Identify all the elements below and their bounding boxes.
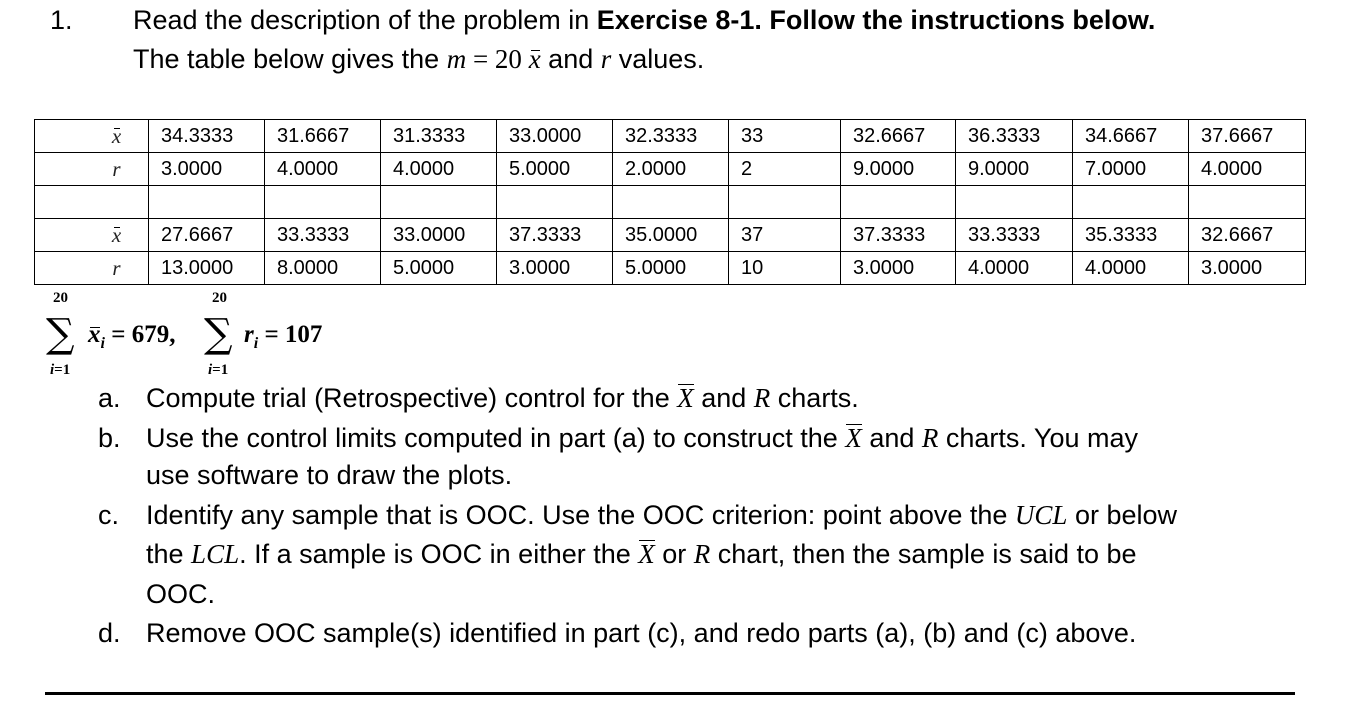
table-cell: 34.6667 [1073, 120, 1189, 153]
instruction-text: use software to draw the plots. [146, 460, 513, 490]
instruction-letter: d. [98, 618, 121, 648]
table-cell: 7.0000 [1073, 153, 1189, 186]
table-cell: 3.0000 [149, 153, 265, 186]
table-cell-empty [613, 186, 729, 219]
table-cell: 2.0000 [613, 153, 729, 186]
table-cell: 13.0000 [149, 252, 265, 285]
table-cell: 4.0000 [381, 153, 497, 186]
xbar-symbol: x [111, 123, 122, 148]
table-cell-empty [1073, 186, 1189, 219]
math-xbar: X [845, 423, 862, 453]
instruction-letter: a. [98, 383, 121, 413]
table-cell: 33.0000 [381, 219, 497, 252]
r-term: r [244, 321, 254, 348]
table-cell: 33.3333 [265, 219, 381, 252]
text: chart, then the sample is said to be [710, 539, 1137, 569]
instruction-text [146, 500, 1177, 531]
table-cell-empty [1189, 186, 1306, 219]
lower-var: i [50, 362, 55, 378]
xbar-symbol: x [111, 222, 122, 247]
r-sum-value: = 107 [258, 321, 323, 348]
table-cell: 34.3333 [149, 120, 265, 153]
text: and [861, 423, 922, 453]
text: Identify any sample that is OOC. Use the OOC criterion: point above the [146, 500, 1015, 530]
table-cell: 4.0000 [1189, 153, 1306, 186]
instruction-text [146, 539, 1137, 570]
table-cell-empty [729, 186, 841, 219]
text: and [693, 383, 754, 413]
summation-formula [34, 290, 434, 380]
table-cell-empty [956, 186, 1073, 219]
table-cell: 3.0000 [497, 252, 613, 285]
sum2-lower-limit [208, 362, 228, 379]
table-cell-empty [35, 186, 149, 219]
instruction-text: Remove OOC sample(s) identified in part (c), and redo parts (a), (b) and (c) above. [146, 618, 1137, 648]
table-cell-empty [841, 186, 956, 219]
intro-text: and [540, 44, 601, 74]
table-cell: 4.0000 [956, 252, 1073, 285]
table-cell-empty [265, 186, 381, 219]
table-cell-empty [497, 186, 613, 219]
sum1-lower-limit [50, 362, 70, 379]
table-cell: 33 [729, 120, 841, 153]
math-eq: = 20 [466, 44, 529, 74]
sum1-upper-limit: 20 [53, 290, 68, 306]
table-cell: 35.3333 [1073, 219, 1189, 252]
exercise-reference: Exercise 8-1. Follow the instructions below. [596, 5, 1156, 35]
text: or [654, 539, 694, 569]
math-xbar: x [528, 44, 541, 74]
intro-text: The table below gives the [133, 44, 447, 74]
math-xbar: X [677, 383, 694, 413]
intro-text: values. [611, 44, 705, 74]
table-row-r-2 [35, 252, 1306, 285]
row-label-r: r [35, 153, 149, 186]
table-cell: 32.6667 [1189, 219, 1306, 252]
row-label-xbar [35, 120, 149, 153]
table-cell: 32.3333 [613, 120, 729, 153]
table-cell: 32.6667 [841, 120, 956, 153]
lower-var: i [208, 362, 213, 378]
sum1-sigma-icon: ∑ [46, 311, 75, 357]
math-r: R [693, 539, 711, 569]
table-cell: 37.6667 [1189, 120, 1306, 153]
instruction-text [146, 423, 1138, 454]
math-r: R [753, 383, 771, 413]
table-cell: 5.0000 [381, 252, 497, 285]
table-cell: 31.6667 [265, 120, 381, 153]
table-cell: 8.0000 [265, 252, 381, 285]
table-cell-empty [149, 186, 265, 219]
sum2-expression [244, 321, 322, 353]
xbar-sum-value: = 679, [104, 321, 176, 348]
table-cell-empty [381, 186, 497, 219]
lower-val: =1 [212, 362, 229, 378]
instruction-text: OOC. [146, 579, 216, 609]
table-cell: 2 [729, 153, 841, 186]
table-cell: 33.0000 [497, 120, 613, 153]
math-r: r [600, 44, 612, 74]
math-xbar: X [638, 539, 655, 569]
text: Compute trial (Retrospective) control for the [146, 383, 678, 413]
text: Use the control limits computed in part (a) to construct the [146, 423, 846, 453]
table-cell: 5.0000 [497, 153, 613, 186]
table-cell: 5.0000 [613, 252, 729, 285]
table-cell: 27.6667 [149, 219, 265, 252]
table-cell: 37 [729, 219, 841, 252]
table-row-r-1 [35, 153, 1306, 186]
math-r: R [921, 423, 939, 453]
table-cell: 33.3333 [956, 219, 1073, 252]
table-cell: 3.0000 [841, 252, 956, 285]
math-lcl: LCL [191, 539, 240, 569]
table-cell: 36.3333 [956, 120, 1073, 153]
table-cell: 9.0000 [956, 153, 1073, 186]
text: charts. You may [938, 423, 1138, 453]
sample-data-table [34, 119, 1306, 285]
xbar-term: x [88, 321, 101, 348]
intro-text: Read the description of the problem in [133, 5, 597, 35]
table-cell: 37.3333 [841, 219, 956, 252]
sum2-upper-limit: 20 [212, 290, 227, 306]
table-cell: 31.3333 [381, 120, 497, 153]
row-label-r: r [35, 252, 149, 285]
xbar-subscript: i [100, 335, 105, 352]
table-cell: 37.3333 [497, 219, 613, 252]
instruction-letter: c. [98, 500, 120, 530]
table-row-xbar-2 [35, 219, 1306, 252]
math-ucl: UCL [1014, 500, 1068, 530]
horizontal-divider [45, 692, 1295, 695]
text: or below [1067, 500, 1177, 530]
instruction-letter: b. [98, 423, 121, 453]
table-cell: 4.0000 [265, 153, 381, 186]
r-subscript: i [253, 335, 259, 352]
table-cell: 9.0000 [841, 153, 956, 186]
text: the [146, 539, 192, 569]
problem-number: 1. [50, 5, 73, 35]
instruction-text [146, 383, 859, 414]
text: charts. [770, 383, 859, 413]
problem-intro-line1 [133, 5, 1155, 36]
problem-intro-line2 [133, 44, 704, 75]
table-cell: 3.0000 [1189, 252, 1306, 285]
sum2-sigma-icon: ∑ [204, 311, 233, 357]
table-row-xbar-1 [35, 120, 1306, 153]
table-cell: 35.0000 [613, 219, 729, 252]
table-cell: 4.0000 [1073, 252, 1189, 285]
math-m: m [446, 44, 467, 74]
table-cell: 10 [729, 252, 841, 285]
lower-val: =1 [54, 362, 71, 378]
table-row-spacer [35, 186, 1306, 219]
text: . If a sample is OOC in either the [239, 539, 639, 569]
sum1-expression [88, 321, 175, 353]
row-label-xbar [35, 219, 149, 252]
